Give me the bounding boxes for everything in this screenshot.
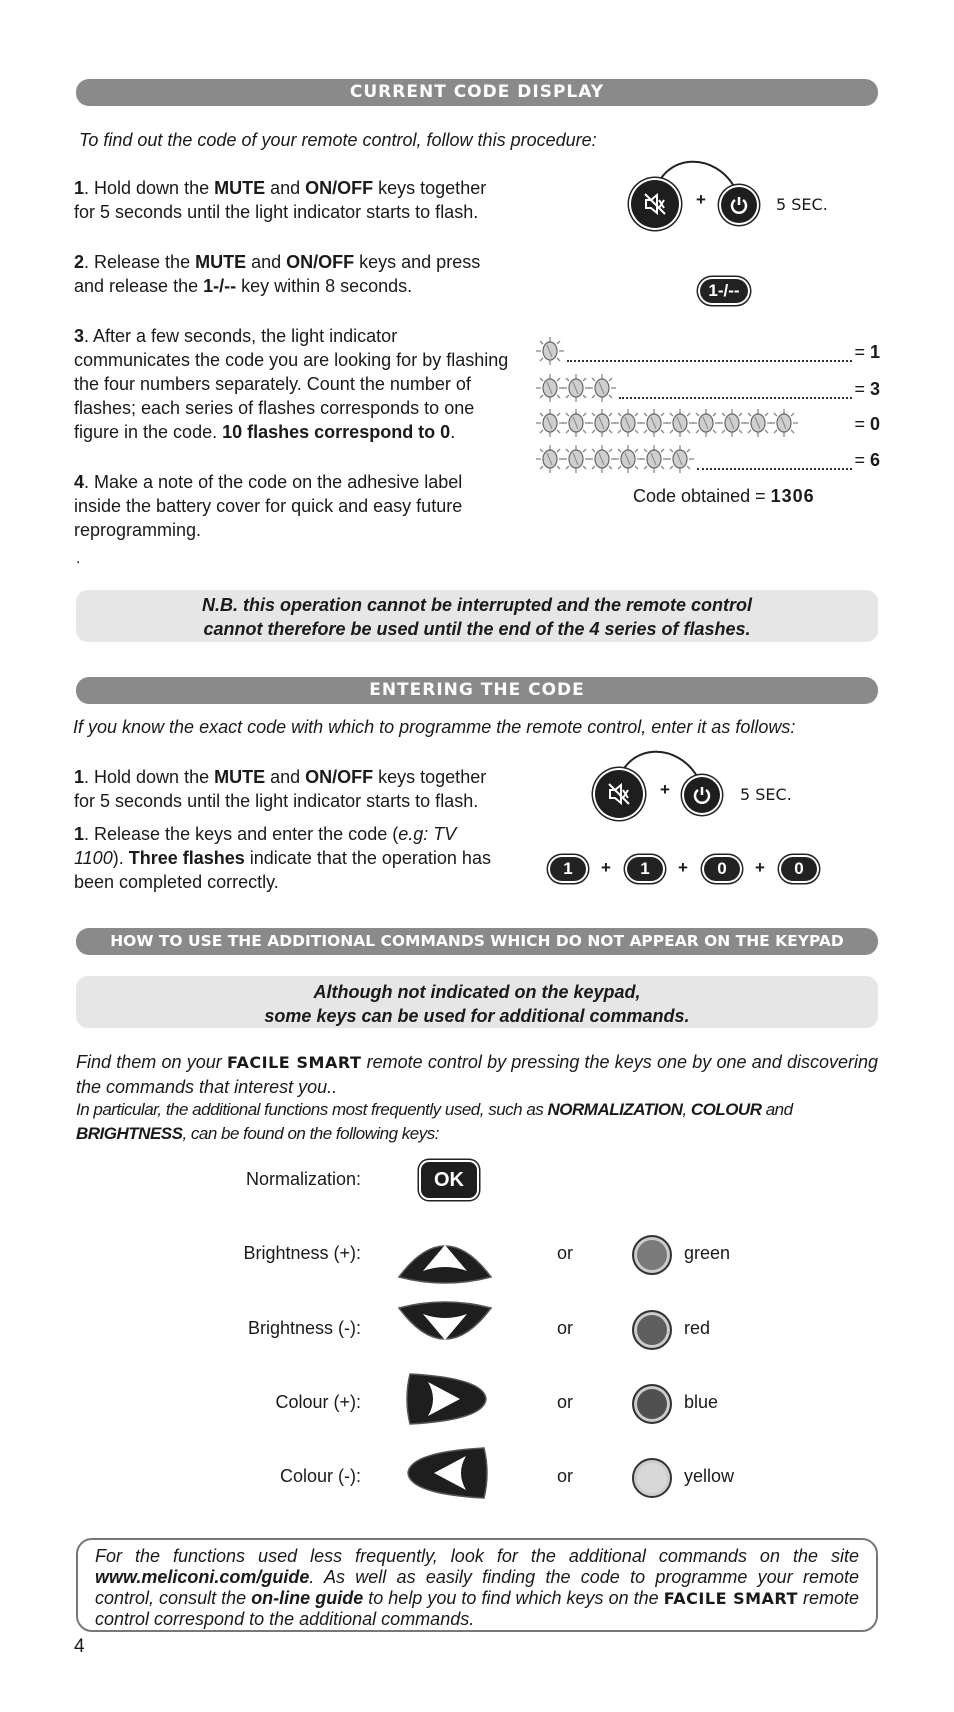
or-label: or — [557, 1243, 574, 1263]
flash-digit: = 6 — [854, 450, 880, 470]
flash-row — [535, 416, 880, 438]
blue-key — [632, 1384, 672, 1424]
dotted-leader — [619, 381, 852, 399]
plus-sign-2: + — [660, 780, 670, 799]
red-key — [632, 1310, 672, 1350]
mute-key-2 — [595, 770, 643, 818]
or-label: or — [557, 1318, 574, 1338]
label-colour-plus: Colour (+): — [275, 1392, 361, 1412]
flash-digit: = 0 — [854, 414, 880, 434]
power-icon — [729, 195, 749, 215]
note-box-interrupt: N.B. this operation cannot be interrupted and the remote control cannot therefore be used until the end of the 4 series of flashes. — [76, 590, 878, 642]
plus-sign: + — [601, 858, 611, 877]
five-sec-label-2: 5 SEC. — [740, 785, 792, 804]
flash-icon — [535, 336, 565, 366]
mute-key — [631, 180, 679, 228]
right-arrow-key — [402, 1368, 492, 1430]
footer-note-box: For the functions used less frequently, look for the additional commands on the site www.meliconi.com/guide. As well as easily finding the code to programme your remote control, consult the on-line guide to help you to find which keys on the FACILE SMART remote control correspond to the additional commands. — [76, 1538, 878, 1632]
color-name-yellow: yellow — [684, 1466, 735, 1486]
label-normalization: Normalization: — [245, 1169, 361, 1189]
flash-digit: = 1 — [854, 342, 880, 362]
onoff-key-2 — [684, 777, 720, 813]
down-arrow-key — [393, 1300, 497, 1360]
code-obtained: Code obtained = 1306 — [633, 486, 815, 506]
flash-row — [535, 344, 880, 366]
color-name-red: red — [684, 1318, 711, 1338]
label-brightness-minus: Brightness (-): — [247, 1318, 361, 1338]
step-2: 2. Release the MUTE and ON/OFF keys and press and release the 1-/-- key within 8 seconds. — [74, 252, 481, 296]
flash-row — [535, 452, 880, 474]
or-label: or — [557, 1466, 574, 1486]
key-1dash: 1-/-- — [700, 279, 748, 303]
flash-digit: = 3 — [854, 379, 880, 399]
step-3: 3. After a few seconds, the light indicator communicates the code you are looking for by flashing the four numbers separately. Count the number of flashes; each series of flashes corresponds to one figure in the code. 10 flashes correspond to 0. — [74, 326, 509, 442]
mute-icon — [642, 191, 668, 217]
color-name-green: green — [684, 1243, 731, 1263]
label-colour-minus: Colour (-): — [279, 1466, 361, 1486]
flash-icon — [587, 373, 617, 403]
step-1: 1. Hold down the MUTE and ON/OFF keys together for 5 seconds until the light indicator starts to flash. — [74, 178, 487, 222]
section-intro: To find out the code of your remote control, follow this procedure: — [79, 130, 597, 150]
up-arrow-key — [393, 1225, 497, 1285]
plus-sign: + — [755, 858, 765, 877]
flash-row — [535, 381, 880, 403]
power-icon — [692, 785, 712, 805]
color-name-blue: blue — [684, 1392, 719, 1412]
step-4: 4. Make a note of the code on the adhesive label inside the battery cover for quick and easy future reprogramming. — [74, 472, 463, 540]
section-intro-2: If you know the exact code with which to programme the remote control, enter it as follows: — [73, 717, 796, 737]
paragraph-functions: In particular, the additional functions most frequently used, such as NORMALIZATION, COLOUR and BRIGHTNESS, can be found on the following keys: — [76, 1100, 793, 1143]
dotted-leader — [697, 452, 852, 470]
paragraph-find-keys: Find them on your FACILE SMART remote control by pressing the keys one by one and discovering the commands that interest you.. — [76, 1052, 879, 1097]
note-box-keypad: Although not indicated on the keypad, some keys can be used for additional commands. — [76, 976, 878, 1028]
plus-sign: + — [696, 190, 706, 209]
section-heading-current-code: CURRENT CODE DISPLAY — [76, 79, 878, 106]
five-sec-label: 5 SEC. — [776, 195, 828, 214]
entering-step-2: 1. Release the keys and enter the code (e.g: TV 1100). Three flashes indicate that the operation has been completed correctly. — [74, 824, 491, 892]
code-key-1: 1 — [550, 857, 586, 881]
code-key-4: 0 — [781, 857, 817, 881]
left-arrow-key — [402, 1442, 492, 1504]
section-heading-additional-commands: HOW TO USE THE ADDITIONAL COMMANDS WHICH DO NOT APPEAR ON THE KEYPAD — [76, 928, 878, 955]
label-brightness-plus: Brightness (+): — [243, 1243, 361, 1263]
flash-icon — [769, 408, 799, 438]
flash-icon — [665, 444, 695, 474]
yellow-key — [632, 1458, 672, 1498]
onoff-key — [721, 187, 757, 223]
mute-icon — [606, 781, 632, 807]
code-key-3: 0 — [704, 857, 740, 881]
section-heading-entering-code: ENTERING THE CODE — [76, 677, 878, 704]
code-key-2: 1 — [627, 857, 663, 881]
or-label: or — [557, 1392, 574, 1412]
plus-sign: + — [678, 858, 688, 877]
stray-dot: . — [76, 550, 81, 567]
green-key — [632, 1235, 672, 1275]
entering-step-1: 1. Hold down the MUTE and ON/OFF keys together for 5 seconds until the light indicator starts to flash. — [74, 767, 487, 811]
dotted-leader — [567, 344, 852, 362]
ok-key: OK — [421, 1162, 477, 1198]
page-number: 4 — [74, 1636, 85, 1657]
